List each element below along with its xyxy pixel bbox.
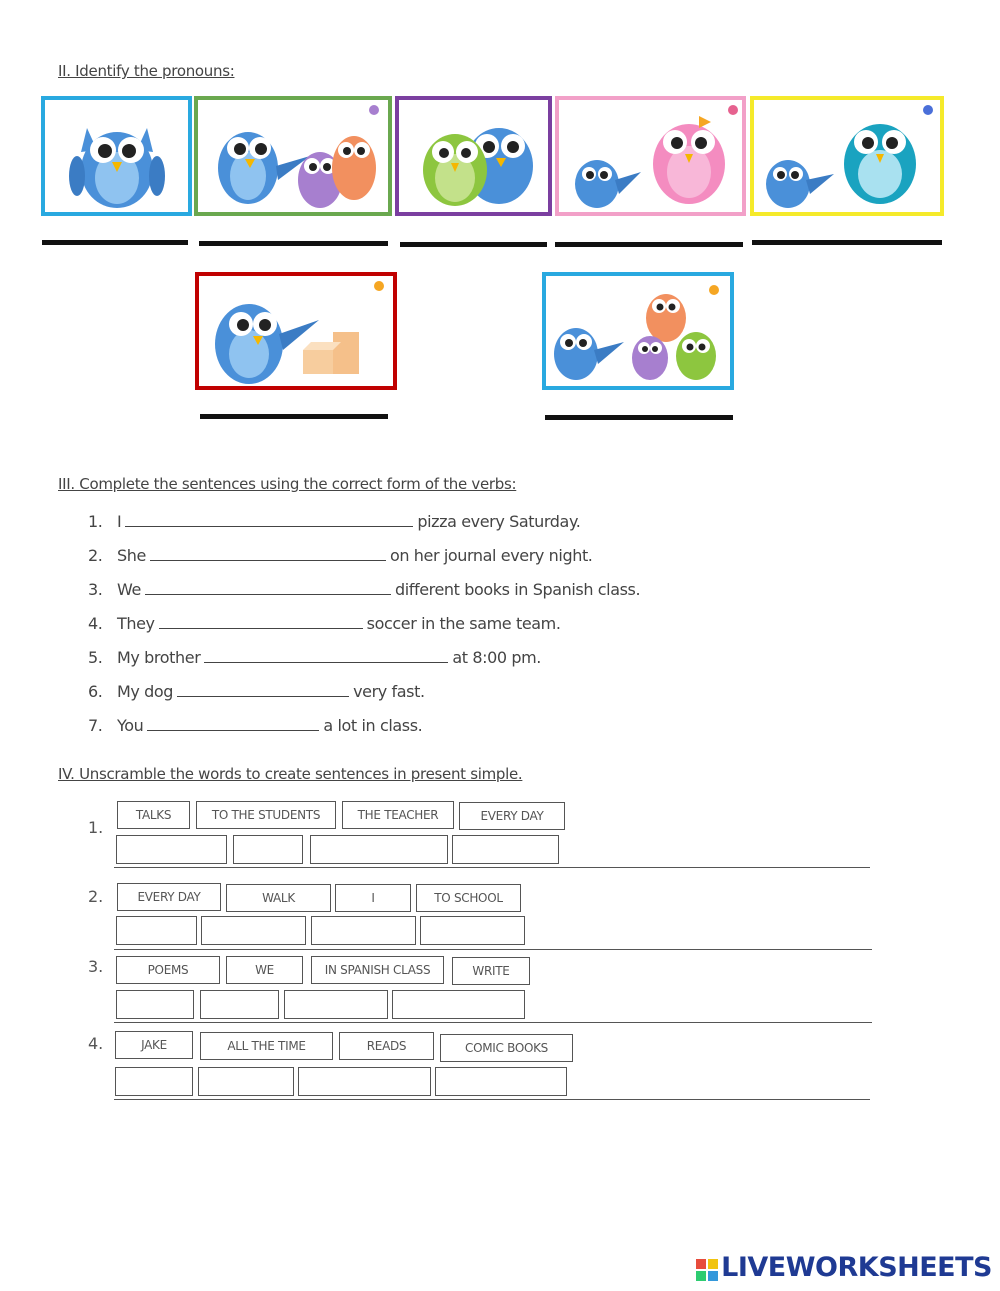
section-iii-title: III. Complete the sentences using the correct form of the verbs:	[58, 475, 517, 493]
sentence-before: We	[117, 580, 141, 599]
word-card[interactable]: ALL THE TIME	[200, 1032, 333, 1060]
sentence-7	[88, 716, 422, 735]
word-card[interactable]: THE TEACHER	[342, 801, 454, 829]
sentence-number: 5.	[88, 648, 103, 667]
answer-slot[interactable]	[392, 990, 525, 1019]
sentence-before: My dog	[117, 682, 174, 701]
answer-slot[interactable]	[116, 990, 194, 1019]
picture-we	[395, 96, 552, 216]
answer-line-7[interactable]	[545, 415, 733, 420]
logo-text: LIVEWORKSHEETS	[721, 1252, 992, 1283]
sentence-after: pizza every Saturday.	[417, 512, 581, 531]
sentence-1	[88, 512, 580, 531]
sentence-before: You	[117, 716, 144, 735]
sentence-number: 6.	[88, 682, 103, 701]
divider	[114, 949, 872, 950]
picture-you	[41, 96, 192, 216]
answer-slot[interactable]	[420, 916, 525, 945]
section-iv-title: IV. Unscramble the words to create sentences in present simple.	[58, 765, 523, 783]
verb-blank[interactable]	[159, 614, 363, 629]
word-card[interactable]: JAKE	[115, 1031, 193, 1059]
sentence-5	[88, 648, 541, 667]
sentence-6	[88, 682, 425, 701]
owl-pink-icon	[559, 100, 742, 212]
item-number: 4.	[88, 1034, 104, 1053]
answer-line-4[interactable]	[555, 242, 743, 247]
sentence-after: soccer in the same team.	[366, 614, 561, 633]
owl-teal-icon	[754, 100, 940, 212]
sentence-before: She	[117, 546, 146, 565]
sentence-number: 3.	[88, 580, 103, 599]
divider	[114, 867, 870, 868]
section-ii-title: II. Identify the pronouns:	[58, 62, 235, 80]
sentence-number: 4.	[88, 614, 103, 633]
sentence-3	[88, 580, 640, 599]
picture-she	[555, 96, 746, 216]
verb-blank[interactable]	[177, 682, 349, 697]
answer-slot[interactable]	[298, 1067, 431, 1096]
sentence-after: at 8:00 pm.	[452, 648, 541, 667]
answer-slot[interactable]	[435, 1067, 567, 1096]
sentence-number: 7.	[88, 716, 103, 735]
sentence-before: My brother	[117, 648, 201, 667]
answer-slot[interactable]	[116, 835, 227, 864]
answer-line-5[interactable]	[752, 240, 942, 245]
word-card[interactable]: WRITE	[452, 957, 530, 985]
sentence-after: very fast.	[353, 682, 425, 701]
verb-blank[interactable]	[145, 580, 391, 595]
logo-mark-icon	[696, 1257, 718, 1279]
answer-slot[interactable]	[200, 990, 279, 1019]
answer-slot[interactable]	[284, 990, 388, 1019]
answer-slot[interactable]	[201, 916, 306, 945]
divider	[114, 1099, 870, 1100]
answer-line-3[interactable]	[400, 242, 547, 247]
sentence-number: 1.	[88, 512, 103, 531]
word-card[interactable]: TALKS	[117, 801, 190, 829]
owl-pair-icon	[399, 100, 548, 212]
word-card[interactable]: WALK	[226, 884, 331, 912]
word-card[interactable]: WE	[226, 956, 303, 984]
item-number: 3.	[88, 957, 104, 976]
verb-blank[interactable]	[204, 648, 448, 663]
answer-slot[interactable]	[116, 916, 197, 945]
answer-line-6[interactable]	[200, 414, 388, 419]
word-card[interactable]: TO SCHOOL	[416, 884, 521, 912]
item-number: 1.	[88, 818, 104, 837]
sentence-before: They	[117, 614, 155, 633]
answer-line-2[interactable]	[199, 241, 388, 246]
word-card[interactable]: EVERY DAY	[117, 883, 221, 911]
word-card[interactable]: POEMS	[116, 956, 220, 984]
sentence-2	[88, 546, 593, 565]
sentence-after: different books in Spanish class.	[394, 580, 641, 599]
sentence-number: 2.	[88, 546, 103, 565]
owl-family-icon	[546, 276, 730, 386]
word-card[interactable]: I	[335, 884, 411, 912]
sentence-after: a lot in class.	[323, 716, 423, 735]
liveworksheets-logo	[696, 1251, 992, 1283]
verb-blank[interactable]	[147, 716, 319, 731]
word-card[interactable]: IN SPANISH CLASS	[311, 956, 444, 984]
verb-blank[interactable]	[150, 546, 386, 561]
owl-icon	[45, 100, 188, 212]
divider	[114, 1022, 872, 1023]
answer-line-1[interactable]	[42, 240, 188, 245]
picture-it	[750, 96, 944, 216]
owl-group-icon	[198, 100, 388, 212]
verb-blank[interactable]	[125, 512, 413, 527]
owl-pointing-icon	[199, 276, 393, 386]
answer-slot[interactable]	[311, 916, 416, 945]
picture-it-box	[195, 272, 397, 390]
item-number: 2.	[88, 887, 104, 906]
answer-slot[interactable]	[233, 835, 303, 864]
sentence-before: I	[117, 512, 122, 531]
picture-he	[194, 96, 392, 216]
sentence-after: on her journal every night.	[389, 546, 593, 565]
answer-slot[interactable]	[115, 1067, 193, 1096]
answer-slot[interactable]	[198, 1067, 294, 1096]
word-card[interactable]: TO THE STUDENTS	[196, 801, 336, 829]
answer-slot[interactable]	[310, 835, 448, 864]
answer-slot[interactable]	[452, 835, 559, 864]
word-card[interactable]: COMIC BOOKS	[440, 1034, 573, 1062]
word-card[interactable]: EVERY DAY	[459, 802, 565, 830]
word-card[interactable]: READS	[339, 1032, 434, 1060]
sentence-4	[88, 614, 561, 633]
picture-they	[542, 272, 734, 390]
